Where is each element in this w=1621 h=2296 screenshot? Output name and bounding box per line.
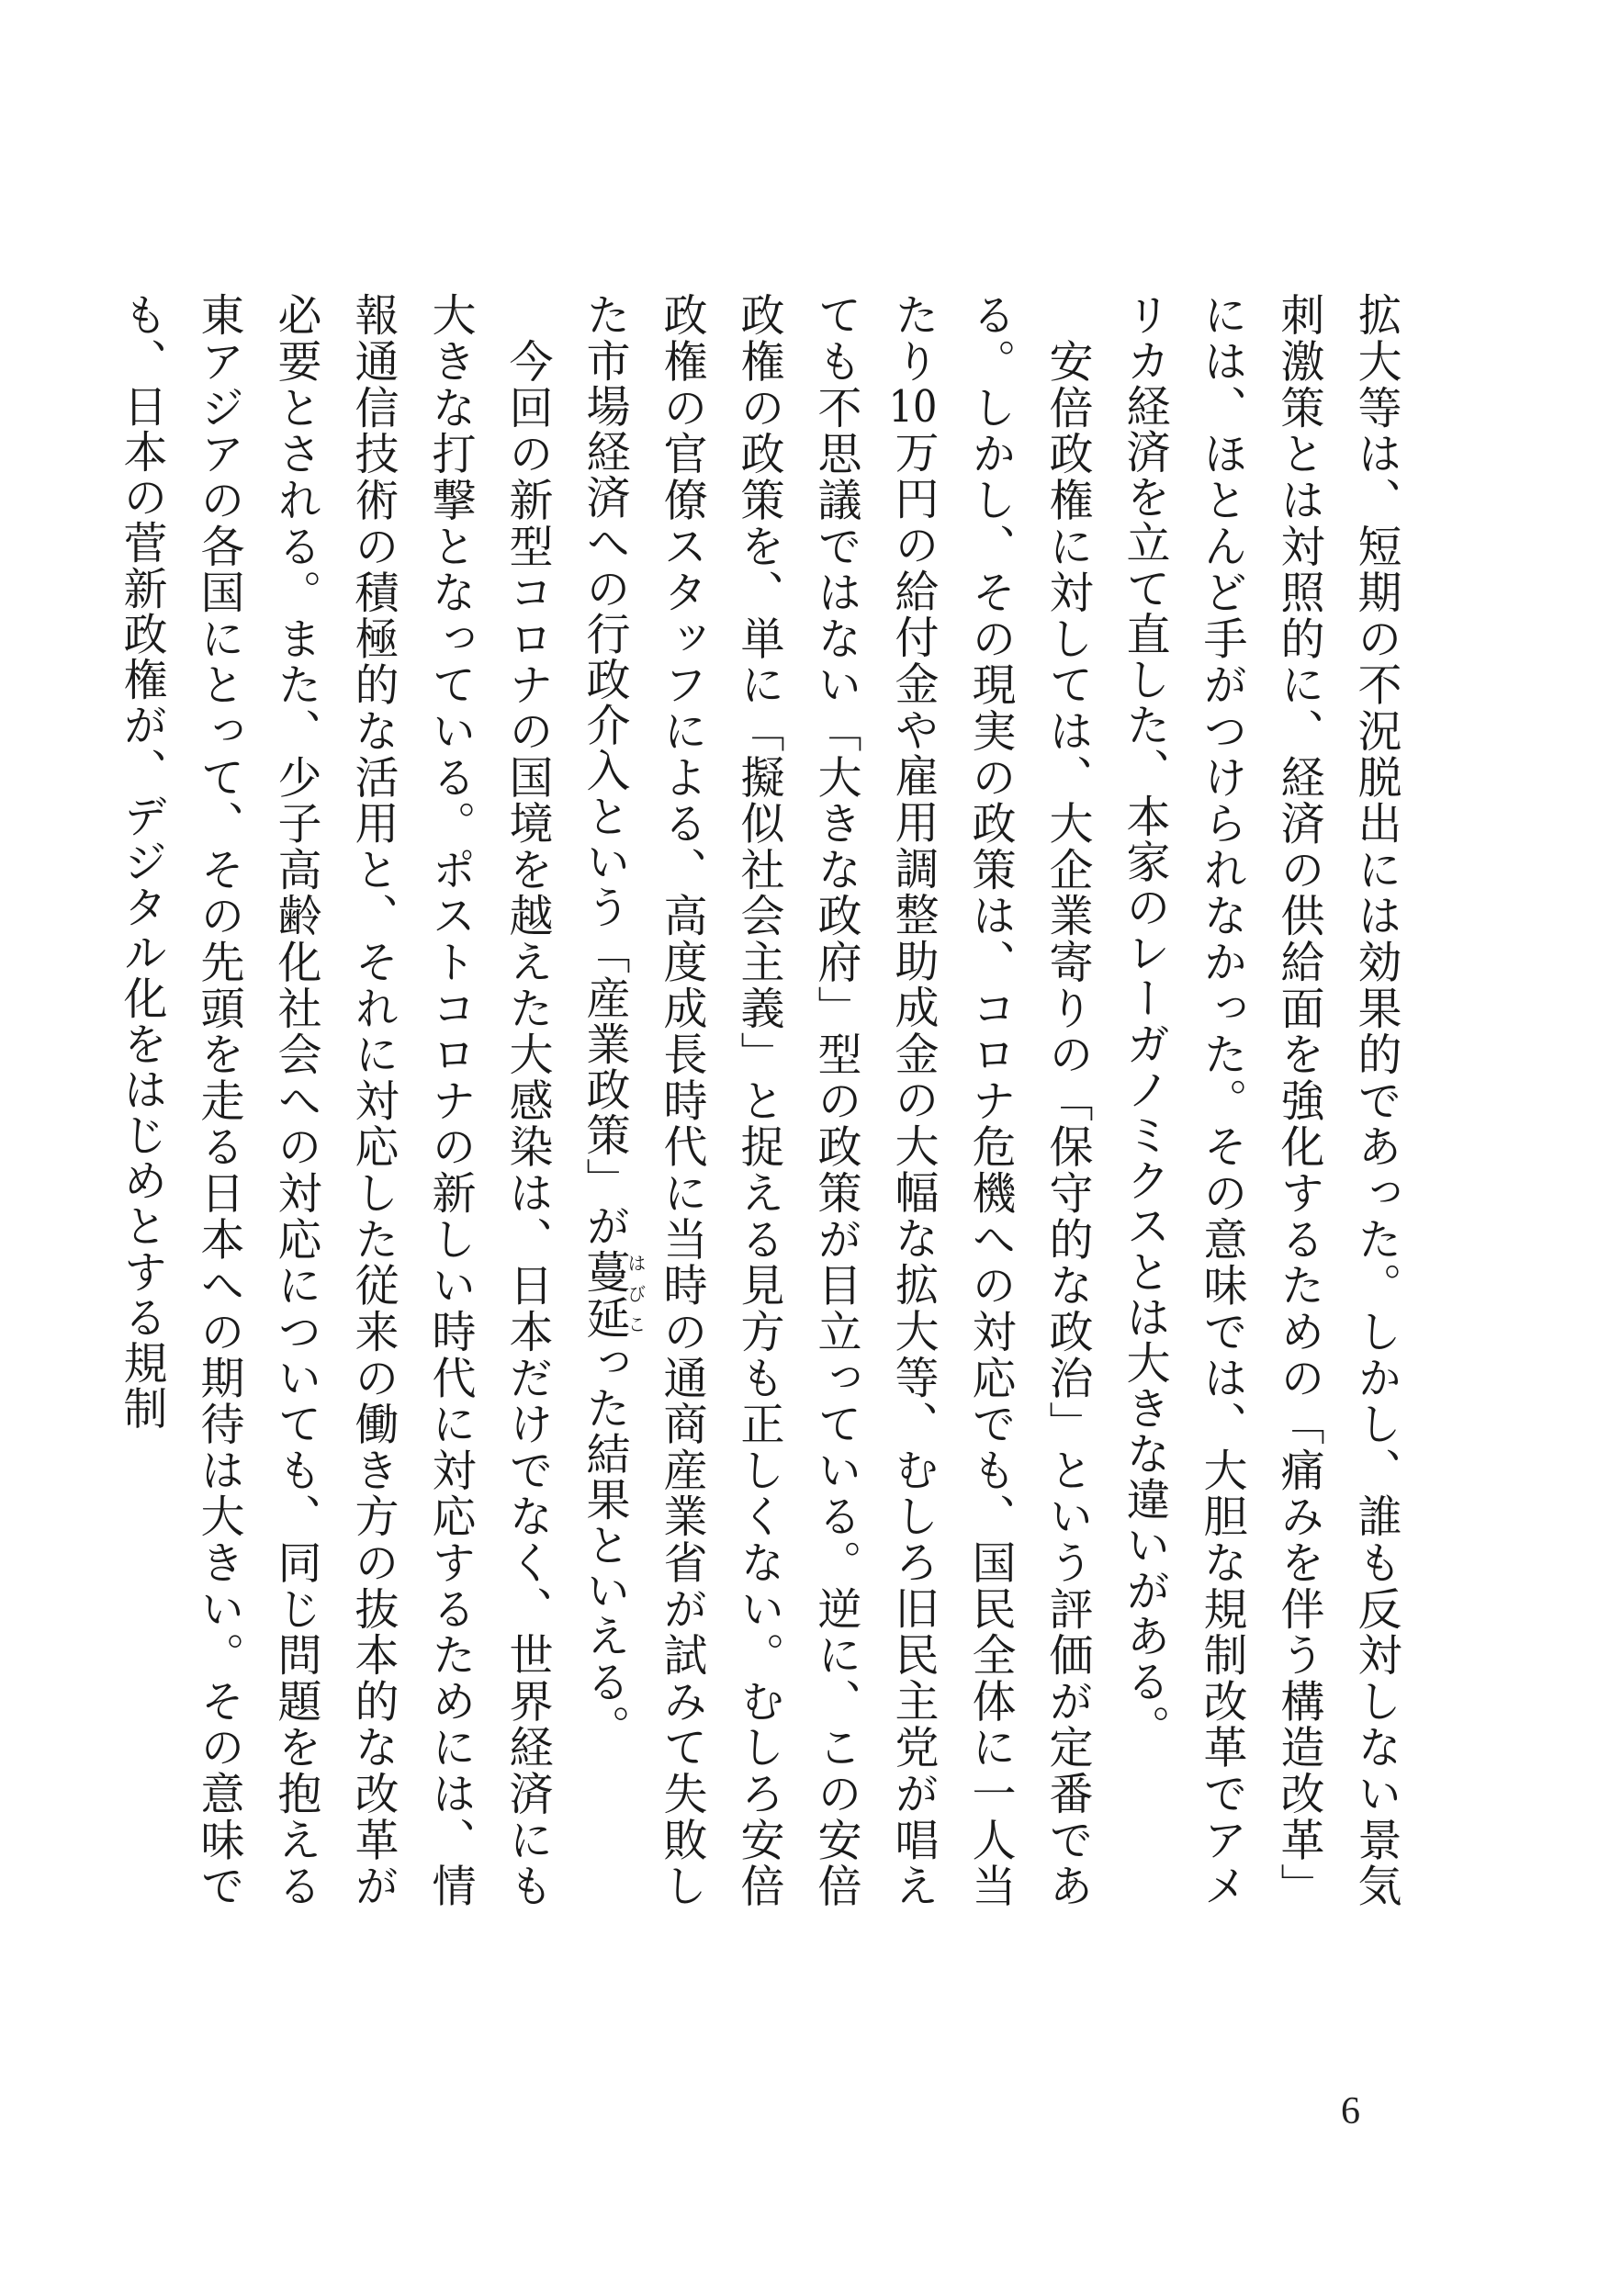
ruby-base: 蔓延 <box>579 1248 630 1340</box>
vertical-text-body <box>116 292 1414 1909</box>
paragraph-3: 今回の新型コロナの国境を越えた大感染は、日本だけでなく、世界経済にも大きな打撃となっている。ポストコロナの新しい時代に対応するためには、情報通信技術の積極的な活用と、それに対応した従来の働き方の抜本的な改革が必要とされる。また、少子高齢化社会への対応についても、同じ問題を抱える東アジアの各国にとって、その先頭を走る日本への期待は大きい。その意味でも、日本の菅新政権が、デジタル化をはじめとする規制 <box>116 292 553 1908</box>
paragraph-2 <box>566 292 1106 1908</box>
page-number: 6 <box>1341 2090 1360 2133</box>
ruby-word <box>579 1248 647 1340</box>
paragraph-2-part-3: った結果といえる。 <box>579 1339 630 1750</box>
paragraph-2-part-2: 万円の給付金や雇用調整助成金の大幅な拡大等、むしろ旧民主党が唱えても不思議ではない「大きな政府」型の政策が目立っている。逆に、この安倍政権の政策を、単に「擬似社会主義」と捉える見方も正しくない。むしろ安倍政権の官僚スタッフによる、高度成長時代に当時の通商産業省が試みて失敗した市場経済への行政介入という「産業政策」が <box>579 292 939 1909</box>
number-ten: 10 <box>888 384 938 429</box>
ruby-reading: はびこ <box>625 1248 647 1340</box>
paragraph-2-part-1: 安倍政権に対しては、大企業寄りの「保守的な政治」という評価が定番である。しかし、その現実の政策は、コロナ危機への対応でも、国民全体に一人当たり <box>887 292 1093 1908</box>
paragraph-1: 拡大等は、短期の不況脱出には効果的であった。しかし、誰も反対しない景気刺激策とは対照的に、経済の供給面を強化するための「痛みを伴う構造改革」には、ほとんど手がつけられなかった。その意味では、大胆な規制改革でアメリカ経済を立て直した、本家のレーガノミクスとは大きな違いがある。 <box>1119 292 1401 1908</box>
